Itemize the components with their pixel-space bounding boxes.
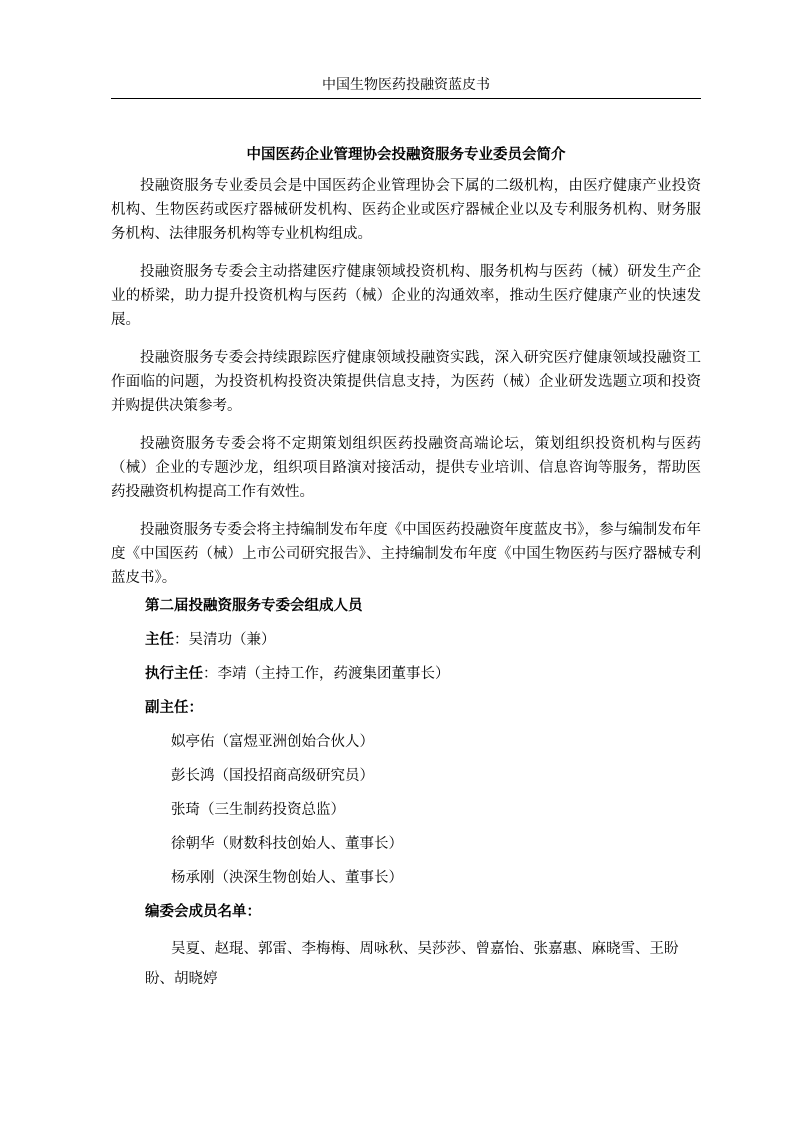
director-line bbox=[145, 628, 705, 652]
deputy-item: 彭长鸿（国投招商高级研究员） bbox=[171, 768, 374, 784]
members-list: 吴夏、赵琨、郭雷、李梅梅、周咏秋、吴莎莎、曾嘉怡、张嘉惠、麻晓雪、王盼盼、胡晓婷 bbox=[145, 941, 679, 987]
members-label-line bbox=[145, 900, 705, 924]
deputy-label-line bbox=[145, 696, 705, 720]
intro-paragraph: 投融资服务专委会将主持编制发布年度《中国医药投融资年度蓝皮书》，参与编制发布年度《中国医药（械）上市公司研究报告》、主持编制发布年度《中国生物医药与医疗器械专利蓝皮书》。 bbox=[111, 522, 701, 586]
members-label: 编委会成员名单： bbox=[145, 903, 261, 920]
committee-heading: 第二届投融资服务专委会组成人员 bbox=[145, 597, 363, 614]
deputy-item: 杨承刚（泱深生物创始人、董事长） bbox=[171, 870, 403, 886]
intro-section bbox=[111, 174, 701, 604]
director-label: 主任 bbox=[145, 631, 174, 648]
deputy-item: 姒亭佑（富煜亚洲创始合伙人） bbox=[171, 734, 374, 750]
exec-director-line bbox=[145, 662, 705, 686]
exec-director-value: ：李靖（主持工作，药渡集团董事长） bbox=[203, 666, 450, 682]
intro-paragraph: 投融资服务专业委员会是中国医药企业管理协会下属的二级机构，由医疗健康产业投资机构、生物医药或医疗器械研发机构、医药企业或医疗器械企业以及专利服务机构、财务服务机构、法律服务机构等专业机构组成。 bbox=[111, 178, 701, 242]
director-value: ：吴清功（兼） bbox=[174, 632, 276, 648]
exec-director-label: 执行主任 bbox=[145, 665, 203, 682]
page-header: 中国生物医药投融资蓝皮书 bbox=[111, 74, 701, 99]
document-title: 中国医药企业管理协会投融资服务专业委员会简介 bbox=[246, 146, 566, 163]
intro-paragraph: 投融资服务专委会主动搭建医疗健康领域投资机构、服务机构与医药（械）研发生产企业的桥梁，助力提升投资机构与医药（械）企业的沟通效率，推动生医疗健康产业的快速发展。 bbox=[111, 264, 701, 328]
committee-section bbox=[145, 594, 705, 994]
deputy-label: 副主任： bbox=[145, 699, 203, 716]
intro-paragraph: 投融资服务专委会持续跟踪医疗健康领域投融资实践，深入研究医疗健康领域投融资工作面临的问题，为投资机构投资决策提供信息支持，为医药（械）企业研发选题立项和投资并购提供决策参考。 bbox=[111, 350, 701, 414]
deputy-item: 张琦（三生制药投资总监） bbox=[171, 802, 345, 818]
intro-paragraph: 投融资服务专委会将不定期策划组织医药投融资高端论坛，策划组织投资机构与医药（械）企业的专题沙龙，组织项目路演对接活动，提供专业培训、信息咨询等服务，帮助医药投融资机构提高工作有效性。 bbox=[111, 436, 701, 500]
deputy-item: 徐朝华（财数科技创始人、董事长） bbox=[171, 836, 403, 852]
